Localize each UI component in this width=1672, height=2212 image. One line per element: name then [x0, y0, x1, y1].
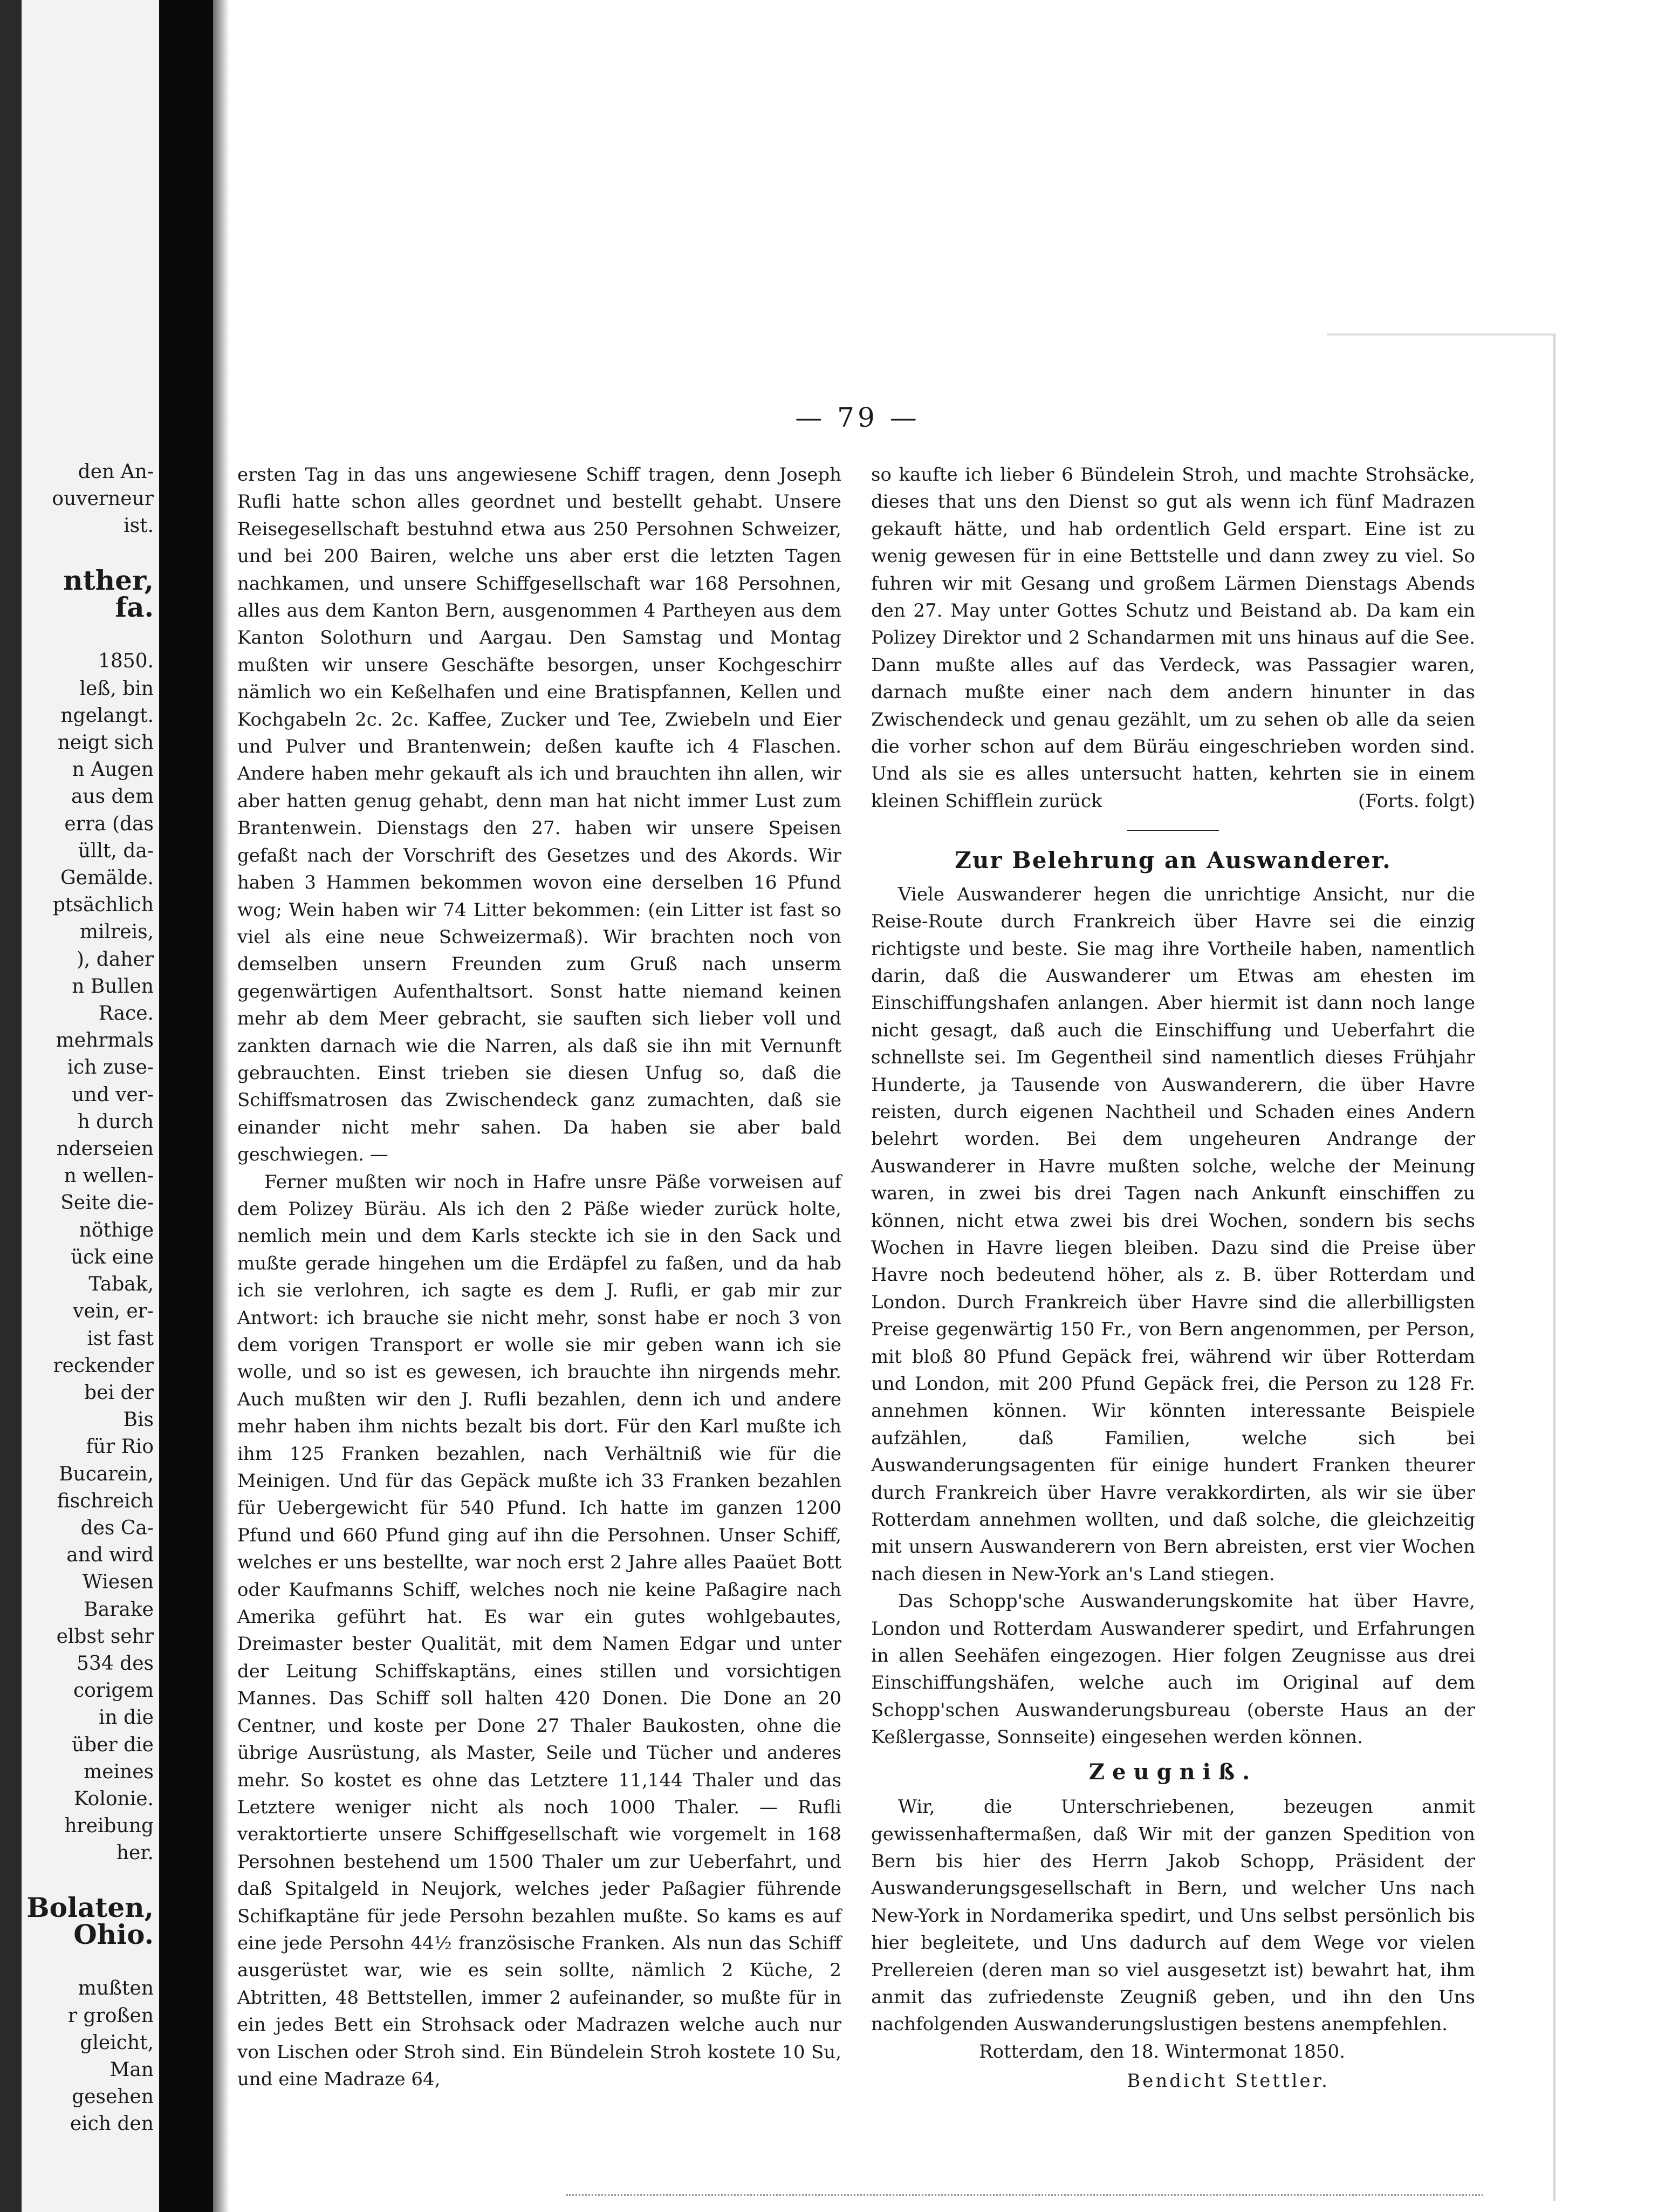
- previous-page-line: reckender: [53, 1354, 154, 1377]
- previous-page-fragment: [22, 0, 159, 2212]
- previous-page-line: Bucarein,: [59, 1463, 154, 1485]
- section-divider: [1127, 830, 1219, 831]
- previous-page-line: Bis: [123, 1409, 154, 1431]
- previous-page-line: ouverneur: [52, 488, 154, 510]
- previous-page-line: and wird: [66, 1544, 154, 1567]
- testimony-heading: Zeugniß.: [1088, 1759, 1258, 1785]
- previous-page-line: [24, 1867, 154, 1894]
- previous-page-line: hreibung: [64, 1815, 154, 1838]
- previous-page-line: nther,: [63, 564, 154, 596]
- previous-page-line: und ver-: [72, 1083, 154, 1106]
- previous-page-line: n Bullen: [72, 975, 154, 998]
- page-edge: [1553, 334, 1555, 2201]
- section-paragraph: Das Schopp'sche Auswanderungskomite hat über Havre, London und Rotterdam Auswanderer spedirt, und Erfahrungen in allen Seehäfen eingezogen. Hier folgen Zeugnisse aus drei Einschiffungshäfen, welche auch im Original auf dem Schopp'schen Auswanderungsbureau (oberste Haus an der Keßlergasse, Sonnseite) eingesehen werden können.: [871, 1590, 1475, 1749]
- previous-page-line: her.: [116, 1842, 154, 1865]
- article-paragraph: Ferner mußten wir noch in Hafre unsre Päße vorweisen auf dem Polizey Büräu. Als ich den 2 Päße wieder zurück holte, nemlich mein und dem Karls steckte ich sie in den Sack und mußte gerade hingehen um die Erdäpfel zu faßen, und da hab ich sie verlohren, ich sagte es dem J. Rufli, er gab mir zur Antwort: ich brauche sie nicht mehr, sonst habe er noch 3 von dem vorigen Transport er wolle sie mir geben wann ich sie wolle, und so ist es gewesen, ich brauchte ihn nirgends mehr. Auch mußten wir den J. Rufli bezahlen, denn ich und andere mehr haben ihm nichts bezalt bis dort. Für den Karl mußte ich ihm 125 Franken bezahlen, nach Verhältniß wie für die Meinigen. Und für das Gepäck mußte ich 33 Franken bezahlen für Uebergewicht für 540 Pfund. Ich hatte im ganzen 1200 Pfund und 660 Pfund ging auf ihn die Persohnen. Unser Schiff, welches er uns bestellte, war noch erst 2 Jahre alles Paaüet Bott oder Kaufmanns Schiff, welches noch nie keine Paßagire nach Amerika geführt hat. Es war ein gutes wohlgebautes, Dreimaster bester Qualität, mit dem Namen Edgar und unter der Leitung Schiffskaptäns, eines stillen und vorsichtigen Mannes. Das Schiff soll halten 420 Donen. Die Done an 20 Centner, und koste per Done 27 Thaler Baukosten, ohne die übrige Ausrüstung, als Master, Seile und Tücher und anderes mehr. So kostet es ohne das Letztere 11,144 Thaler und das Letztere weniger nicht als noch 1000 Thaler. — Rufli veraktortierte unsere Schiffgesellschaft wie vorgemelt in 168 Persohnen bestehend um 1500 Thaler um zur Ueberfahrt, und daß Spitalgeld in Neujork, welches jeder Paßagier führende Schifkaptäne für jede Persohn bezahlen mußte. So kams es auf eine jede Persohn 44½ französische Franken. Als nun das Schiff ausgerüstet war, wie es sein sollte, nämlich 2 Küche, 2 Abtritten, 48 Bettstellen, immer 2 aufeinander, so mußte für in ein jedes Bett ein Strohsack oder Madrazen welche auch nur von Lischen oder Stroh sind. Ein Bündelein Stroh kostete 10 Su, und eine Madraze 64,: [237, 1171, 841, 2090]
- previous-page-line: n wellen-: [64, 1165, 154, 1187]
- continued-note: (Forts. folgt): [1358, 790, 1475, 812]
- scan-border: [0, 0, 22, 2212]
- previous-page-line: r großen: [67, 2004, 154, 2027]
- previous-page-line: 1850.: [98, 650, 154, 673]
- article-paragraph: ersten Tag in das uns angewiesene Schiff tragen, denn Joseph Rufli hatte schon alles geordnet und bestellt gehabt. Unsere Reisegesellschaft bestuhnd etwa aus 250 Persohnen Schweizer, und bei 200 Bairen, welche uns aber erst die letzten Tagen nachkamen, und unsere Schiffgesellschaft war 168 Persohnen, alles aus dem Kanton Bern, ausgenommen 4 Partheyen aus dem Kanton Solothurn und Aargau. Den Samstag und Montag mußten wir unsere Geschäfte besorgen, unser Kochgeschirr nämlich wo ein Keßelhafen und eine Bratispfannen, Kellen und Kochgabeln 2c. 2c. Kaffee, Zucker und Tee, Zwiebeln und Eier und Pulver und Brantenwein; deßen kaufte ich 4 Flaschen. Andere haben mehr gekauft als ich und brauchten ihn allen, wir aber hatten genug gehabt, denn man hat nicht immer Lust zum Brantenwein. Dienstags den 27. haben wir unsere Speisen gefaßt nach der Vorschrift des Gesetzes und des Akords. Wir haben 3 Hammen bekommen wovon eine derselben 16 Pfund wog; Wein haben wir 74 Litter bekommen: (ein Litter ist fast so viel als eine neue Schweizermaß). Wir brachten noch von demselben unsern Freunden zum Gruß nach unserm gegenwärtigen Aufenthaltsort. Sonst hatte niemand keinen mehr ab dem Meer gebracht, sie sauften sich lieber voll und zankten darnach wie die Narren, als daß sie ihn mit Vernunft gebrauchten. Einst trieben sie diesen Unfug so, daß die Schiffsmatrosen das Zwischendeck ganz zumachten, daß sie einander nicht mehr sahen. Da haben sie aber bald geschwiegen. —: [237, 464, 841, 1166]
- previous-page-line: Seite die-: [60, 1192, 154, 1214]
- previous-page-line: bei der: [84, 1381, 154, 1404]
- previous-page-line: milreis,: [79, 921, 154, 944]
- article-paragraph: [871, 461, 1475, 815]
- previous-page-line: gesehen: [72, 2086, 154, 2108]
- previous-page-line: nderseien: [56, 1138, 154, 1160]
- previous-page-line: leß, bin: [79, 677, 154, 700]
- previous-page-line: ück eine: [71, 1246, 154, 1268]
- previous-page-line: über die: [71, 1733, 154, 1756]
- previous-page-line: ptsächlich: [52, 894, 154, 917]
- date-line: Rotterdam, den 18. Wintermonat 1850.: [979, 2040, 1345, 2063]
- testimony-text: Wir, die Unterschriebenen, bezeugen anmit gewissenhaftermaßen, daß Wir mit der ganzen Spedition von Bern bis hier des Herrn Jakob Schopp, Präsident der Auswanderungsgesellschaft in Bern, und welcher Uns nach New-York in Nordamerika spedirt, und Uns selbst persönlich bis hier begleitete, und Uns dadurch auf dem Wege vor vielen Prellereien (deren man so viel ausgesetzt ist) bewahrt hat, ihm anmit das zufriedenste Zeugniß geben, und ihn den Uns nachfolgenden Auswanderungslustigen bestens anempfehlen.: [871, 1796, 1475, 2036]
- signature: Bendicht Stettler.: [1127, 2070, 1330, 2092]
- previous-page-line: Gemälde.: [60, 867, 154, 890]
- scan-noise: [566, 2188, 1483, 2196]
- previous-page-line: h durch: [77, 1110, 154, 1133]
- previous-page-line: erra (das: [64, 813, 154, 835]
- section-title: Zur Belehrung an Auswanderer.: [955, 847, 1392, 874]
- previous-page-line: nöthige: [79, 1219, 154, 1241]
- previous-page-line: Race.: [98, 1002, 154, 1025]
- previous-page-line: Tabak,: [88, 1273, 154, 1296]
- page-edge: [1327, 333, 1555, 336]
- previous-page-line: für Rio: [86, 1436, 154, 1458]
- right-column: [871, 461, 1475, 2095]
- previous-page-line: 534 des: [77, 1652, 154, 1675]
- page-number: — 79 —: [795, 402, 920, 433]
- previous-page-line: aus dem: [71, 786, 154, 808]
- previous-page-line: elbst sehr: [56, 1625, 154, 1648]
- previous-page-line: mußten: [78, 1977, 154, 2000]
- previous-page-line: neigt sich: [57, 732, 154, 754]
- previous-page-line: Ohio.: [73, 1918, 154, 1950]
- previous-page-line: Bolaten,: [26, 1891, 154, 1923]
- previous-page-line: n Augen: [72, 759, 154, 781]
- previous-page-line: Man: [109, 2058, 154, 2081]
- previous-page-line: ist fast: [87, 1327, 154, 1350]
- section-paragraph: Viele Auswanderer hegen die unrichtige Ansicht, nur die Reise-Route durch Frankreich über Havre sei die einzig richtigste und beste. Sie mag ihre Vortheile haben, namentlich darin, daß die Auswanderer um Etwas am ehesten im Einschiffungshafen anlangen. Aber hiermit ist dann noch lange nicht gesagt, daß auch die Einschiffung und Ueberfahrt die schnellste sei. Im Gegentheil sind namentlich dieses Frühjahr Hunderte, ja Tausende von Auswanderern, die über Havre reisten, durch eigenen Nachtheil und Schaden eines Andern belehrt worden. Bei dem ungeheuren Andrange der Auswanderer in Havre mußten solche, welche der Meinung waren, in zwei bis drei Tagen nach Ankunft einschiffen zu können, nicht etwa zwei bis drei Wochen, sondern bis sechs Wochen in Havre liegen bleiben. Dazu sind die Preise über Havre noch bedeutend höher, als z. B. über Rotterdam und London. Durch Frankreich über Havre sind die allerbilligsten Preise gegenwärtig 150 Fr., von Bern angenommen, per Person, mit bloß 80 Pfund Gepäck frei, während wir über Rotterdam und London, mit 200 Pfund Gepäck frei, die Person zu 128 Fr. annehmen können. Wir könnten interessante Beispiele aufzählen, daß Familien, welche sich bei Auswanderungsagenten für einige hundert Franken theurer durch Frankreich über Havre verakkordirten, als wir sie über Rotterdam annehmen wollten, und daß solche, die gleichzeitig mit unsern Auswanderern von Bern abreisten, erst vier Wochen nach diesen in New-York an's Land stiegen.: [871, 883, 1475, 1585]
- previous-page-line: in die: [98, 1706, 154, 1729]
- previous-page-line: gleicht,: [80, 2031, 154, 2054]
- previous-page-line: ich zuse-: [67, 1056, 154, 1079]
- previous-page-line: corigem: [73, 1680, 154, 1702]
- previous-page-line: meines: [84, 1760, 154, 1783]
- previous-page-line: des Ca-: [80, 1517, 154, 1539]
- previous-page-line: ist.: [124, 515, 154, 537]
- article-continuation: so kaufte ich lieber 6 Bündelein Stroh, und machte Strohsäcke, dieses that uns den Dienst so gut als wenn ich fünf Madrazen gekauft hätte, und hab ordentlich Geld erspart. Eine ist zu wenig gewesen für in eine Bettstelle und dann zwey zu viel. So fuhren wir mit Gesang und großem Lärmen Dienstags Abends den 27. May unter Gottes Schutz und Beistand ab. Da kam ein Polizey Direktor und 2 Schandarmen mit uns hinaus auf die See. Dann mußte alles auf das Verdeck, was Passagier waren, darnach mußte einer nach dem andern hinunter in das Zwischendeck und genau gezählt, um zu sehen ob alle da seien die vorher schon auf dem Büräu eingeschrieben worden sind. Und als sie es alles untersucht hatten, kehrten sie in einem kleinen Schifflein zurück: [871, 464, 1475, 812]
- previous-page-line: Kolonie.: [73, 1787, 154, 1810]
- previous-page-line: Barake: [84, 1598, 154, 1621]
- previous-page-line: ngelangt.: [60, 704, 154, 727]
- previous-page-line: vein, er-: [73, 1300, 154, 1323]
- previous-page-line: Wiesen: [82, 1571, 154, 1594]
- previous-page-line: eich den: [70, 2113, 154, 2135]
- previous-page-text: [24, 459, 154, 2138]
- book-gutter: [159, 0, 213, 2212]
- previous-page-line: fa.: [115, 591, 154, 624]
- previous-page-line: den An-: [78, 461, 154, 483]
- gutter-shadow: [213, 0, 229, 2212]
- previous-page-line: [24, 621, 154, 648]
- left-column: [237, 461, 841, 2093]
- previous-page-line: [24, 540, 154, 567]
- previous-page-line: ), daher: [76, 948, 154, 971]
- previous-page-line: fischreich: [57, 1490, 154, 1512]
- previous-page-line: üllt, da-: [78, 839, 154, 862]
- previous-page-line: mehrmals: [56, 1029, 154, 1052]
- previous-page-line: [24, 1948, 154, 1975]
